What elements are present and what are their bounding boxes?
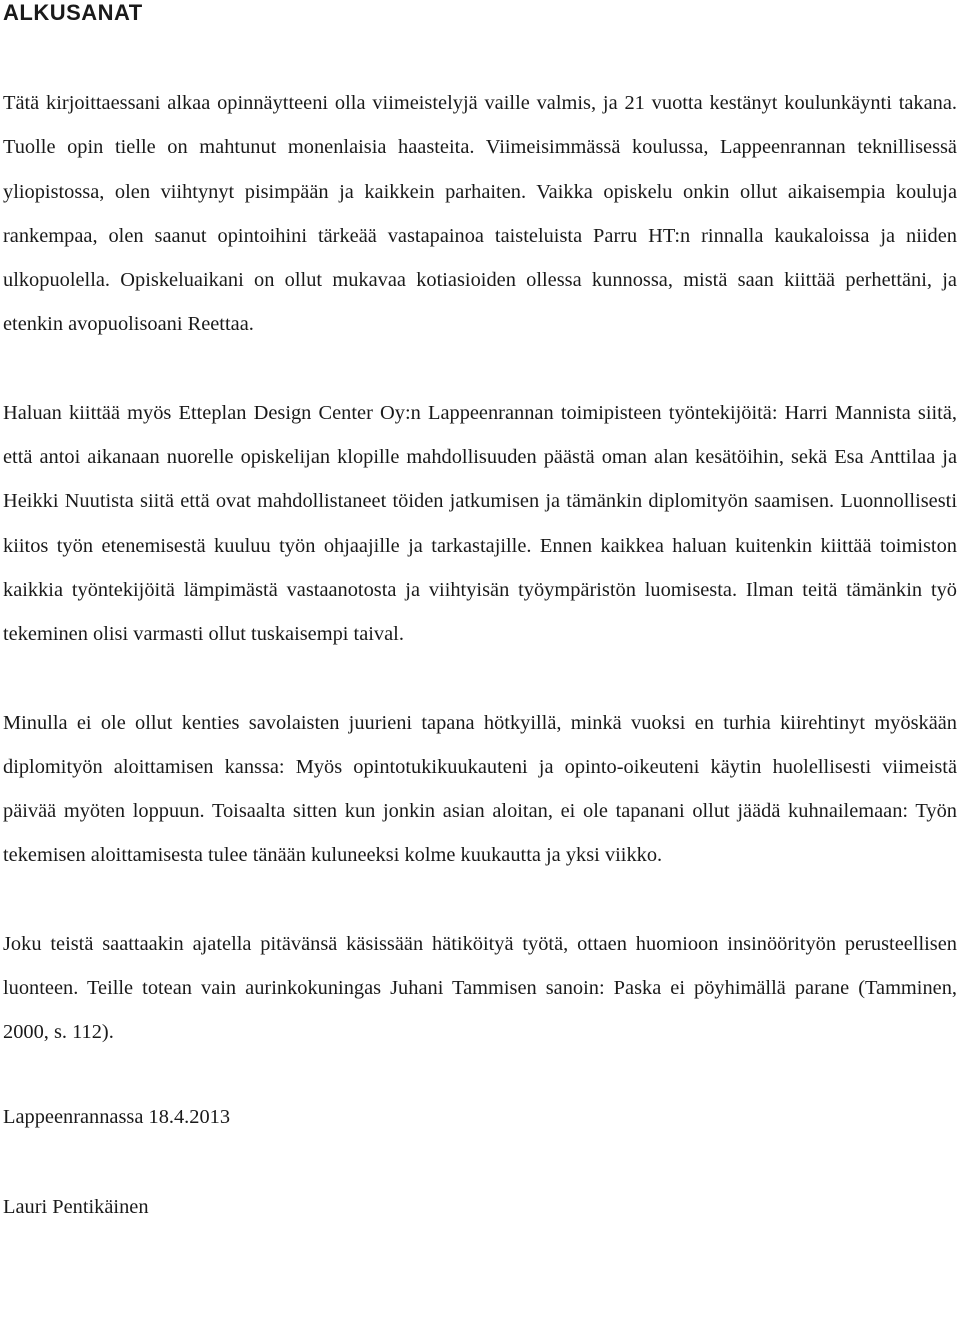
page-title: ALKUSANAT: [3, 0, 143, 25]
author-signature: Lauri Pentikäinen: [3, 1195, 149, 1218]
paragraph-studies: Tätä kirjoittaessani alkaa opinnäytteeni olla viimeistelyjä vaille valmis, ja 21 vuotta kestänyt koulunkäynti takana. Tuolle opin tielle on mahtunut monenlaisia haasteita. Viimeisimmässä koulussa, Lappeenrannan teknillisessä yliopistossa, olen viihtynyt pisimpään ja kaikkein parhaiten. Vaikka opiskelu onkin ollut aikaisempia kouluja rankempaa, olen saanut opintoihini tärkeää vastapainoa taisteluista Parru HT:n rinnalla kaukaloissa ja niiden ulkopuolella. Opiskeluaikani on ollut mukavaa kotiasioiden ollessa kunnossa, mistä saan kiittää perhettäni, ja etenkin avopuolisoani Reettaa.: [3, 92, 957, 336]
place-and-date: Lappeenrannassa 18.4.2013: [3, 1105, 231, 1128]
document-page: [3, 0, 957, 1229]
paragraph-quote: Joku teistä saattaakin ajatella pitävänsä käsissään hätiköityä työtä, ottaen huomioon insinöörityön perusteellisen luonteen. Teille totean vain aurinkokuningas Juhani Tammisen sanoin: Paska ei pöyhimällä parane (Tamminen, 2000, s. 112).: [3, 932, 957, 1044]
paragraph-thanks-etteplan: Haluan kiittää myös Etteplan Design Center Oy:n Lappeenrannan toimipisteen työntekijöitä: Harri Mannista siitä, että antoi aikanaan nuorelle opiskelijan klopille mahdollisuuden päästä oman alan kesätöihin, sekä Esa Anttilaa ja Heikki Nuutista siitä että ovat mahdollistaneet töiden jatkumisen ja tämänkin diplomityön saamisen. Luonnollisesti kiitos työn etenemisestä kuuluu työn ohjaajille ja tarkastajille. Ennen kaikkea haluan kuitenkin kiittää toimiston kaikkia työntekijöitä lämpimästä vastaanotosta ja viihtyisän työympäristön luomisesta. Ilman teitä tämänkin työ tekeminen olisi varmasti ollut tuskaisempi taival.: [3, 401, 957, 646]
paragraph-pace: Minulla ei ole ollut kenties savolaisten juurieni tapana hötkyillä, minkä vuoksi en turhia kiirehtinyt myöskään diplomityön aloittamisen kanssa: Myös opintotukikuukauteni ja opinto-oikeuteni käytin huolellisesti viimeistä päivää myöten loppuun. Toisaalta sitten kun jonkin asian aloitan, ei ole tapanani ollut jäädä kuhnailemaan: Työn tekemisen aloittamisesta tulee tänään kuluneeksi kolme kuukautta ja yksi viikko.: [3, 711, 957, 867]
